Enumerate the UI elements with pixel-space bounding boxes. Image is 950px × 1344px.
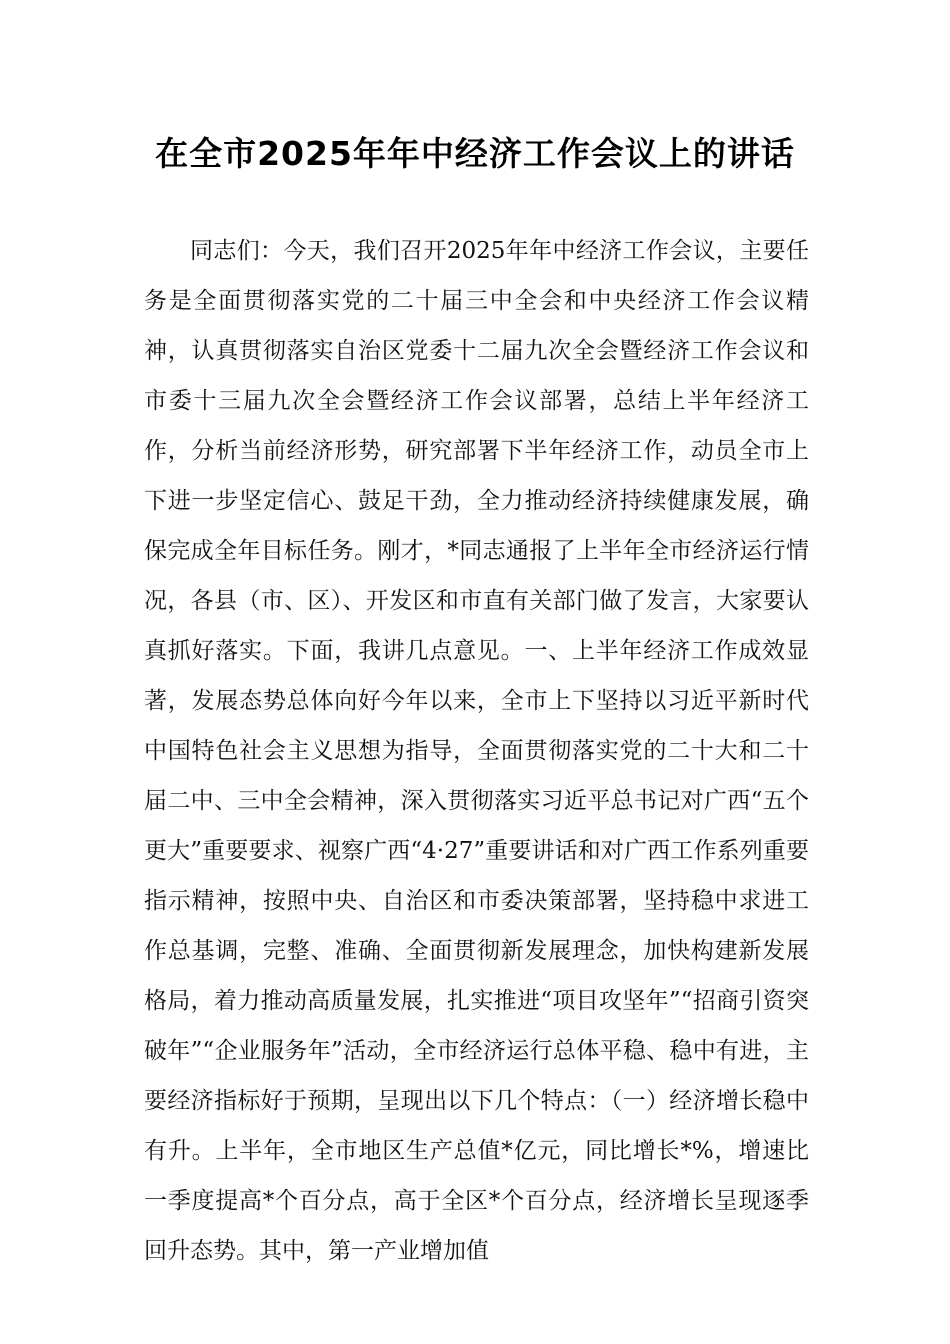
body-paragraph: 同志们：今天，我们召开2025年年中经济工作会议，主要任务是全面贯彻落实党的二十届三中全会和中央经济工作会议精神，认真贯彻落实自治区党委十二届九次全会暨经济工作会议和市委十三届九次全会暨经济工作会议部署，总结上半年经济工作，分析当前经济形势，研究部署下半年经济工作，动员全市上下进一步坚定信心、鼓足干劲，全力推动经济持续健康发展，确保完成全年目标任务。刚才，*同志通报了上半年全市经济运行情况，各县（市、区）、开发区和市直有关部门做了发言，大家要认真抓好落实。下面，我讲几点意见。一、上半年经济工作成效显著，发展态势总体向好今年以来，全市上下坚持以习近平新时代中国特色社会主义思想为指导，全面贯彻落实党的二十大和二十届二中、三中全会精神，深入贯彻落实习近平总书记对广西“五个更大”重要要求、视察广西“4·27”重要讲话和对广西工作系列重要指示精神，按照中央、自治区和市委决策部署，坚持稳中求进工作总基调，完整、准确、全面贯彻新发展理念，加快构建新发展格局，着力推动高质量发展，扎实推进“项目攻坚年”“招商引资突破年”“企业服务年”活动，全市经济运行总体平稳、稳中有进，主要经济指标好于预期，呈现出以下几个特点：（一）经济增长稳中有升。上半年，全市地区生产总值*亿元，同比增长*%，增速比一季度提高*个百分点，高于全区*个百分点，经济增长呈现逐季回升态势。其中，第一产业增加值 [144,238,809,1264]
document-title: 在全市2025年年中经济工作会议上的讲话 [155,134,795,173]
